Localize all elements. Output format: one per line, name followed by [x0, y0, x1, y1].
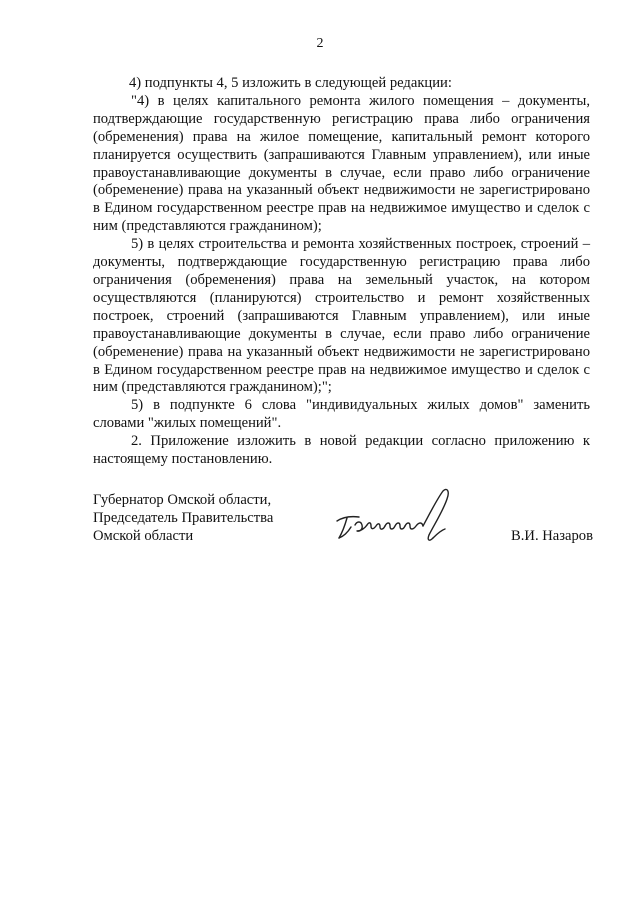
signer-name: В.И. Назаров	[511, 528, 593, 544]
signer-title-line-3: Омской области	[93, 528, 194, 544]
paragraph-item-5-amendment: 5) в подпункте 6 слова "индивидуальных жилых домов" заменить словами "жилых помещений".	[93, 397, 590, 432]
signer-title-line-1: Губернатор Омской области,	[93, 492, 272, 508]
page-number: 2	[316, 36, 324, 51]
handwritten-signature	[333, 485, 473, 549]
document-body	[93, 75, 590, 469]
signature-block	[93, 491, 593, 561]
signer-title-line-2: Председатель Правительства	[93, 510, 274, 526]
paragraph-subitem-5: 5) в целях строительства и ремонта хозяйственных построек, строений – документы, подтверждающие государственную регистрацию права либо ограничения (обременения) права на земельный участок, на котором осуществляются (планируются) строительство и ремонт хозяйственных построек, строений (запрашиваются Главным управлением), или иные правоустанавливающие документы в случае, если право либо ограничение (обременение) права на указанный объект недвижимости не зарегистрировано в Едином государственном реестре прав на недвижимое имущество и сделок с ним (представляются гражданином);";	[93, 236, 590, 396]
paragraph-subitem-4: "4) в целях капитального ремонта жилого помещения – документы, подтверждающие государственную регистрацию права либо ограничения (обременения) права на жилое помещение, капитальный ремонт которого планируется осуществить (запрашиваются Главным управлением), или иные правоустанавливающие документы в случае, если право либо ограничение (обременение) права на указанный объект недвижимости не зарегистрировано в Едином государственном реестре прав на недвижимое имущество и сделок с ним (представляются гражданином);	[93, 92, 590, 235]
paragraph-item-2-appendix: 2. Приложение изложить в новой редакции согласно приложению к настоящему постановлению.	[93, 433, 590, 468]
paragraph-item-4-intro: 4) подпункты 4, 5 изложить в следующей редакции:	[129, 75, 452, 91]
signer-title	[93, 491, 273, 545]
